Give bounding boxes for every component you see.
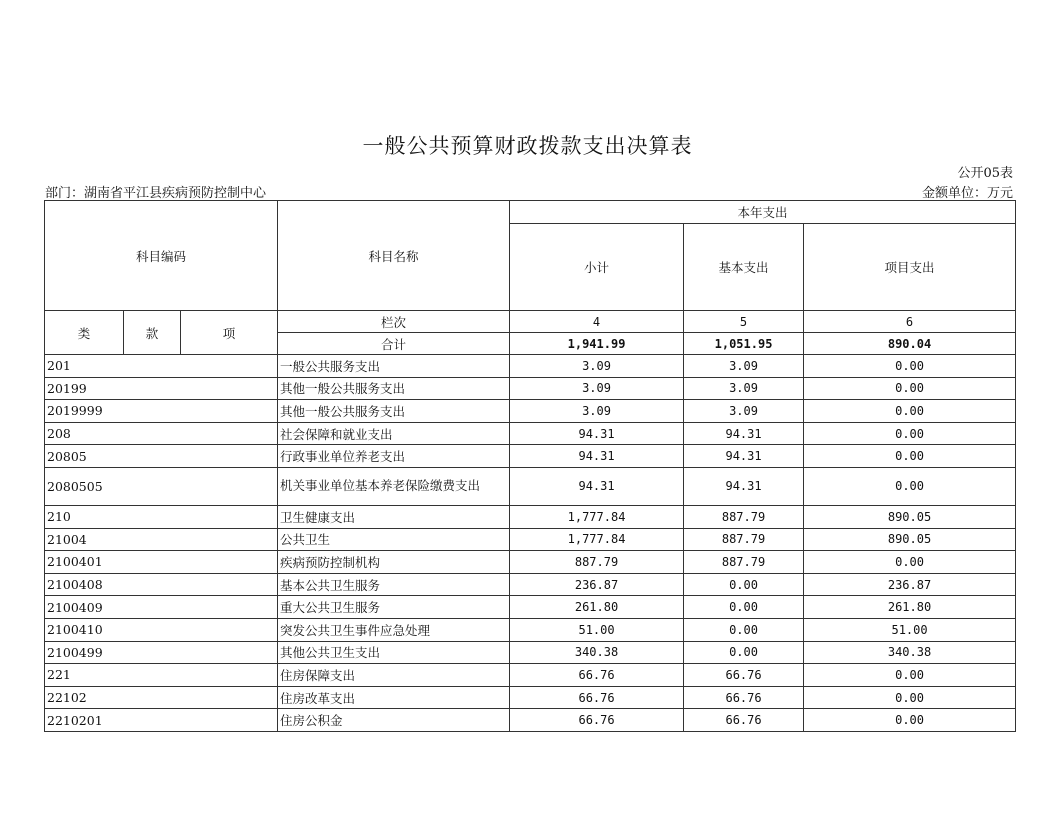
table-row (45, 596, 1016, 619)
row-project: 0.00 (804, 664, 1016, 687)
row-code: 210 (45, 505, 278, 528)
row-project: 0.00 (804, 400, 1016, 423)
row-code: 2210201 (45, 709, 278, 732)
table-row (45, 377, 1016, 400)
row-basic: 3.09 (684, 400, 804, 423)
row-project: 51.00 (804, 618, 1016, 641)
row-name: 住房改革支出 (278, 686, 510, 709)
header-current-year: 本年支出 (510, 201, 1016, 224)
row-subtotal: 66.76 (510, 686, 684, 709)
table-row (45, 573, 1016, 596)
header-col6: 6 (804, 311, 1016, 333)
row-basic: 66.76 (684, 686, 804, 709)
row-code: 22102 (45, 686, 278, 709)
row-basic: 66.76 (684, 709, 804, 732)
department-label: 部门：湖南省平江县疾病预防控制中心 (45, 186, 267, 201)
header-class: 类 (45, 311, 124, 355)
row-code: 2019999 (45, 400, 278, 423)
total-subtotal: 1,941.99 (510, 333, 684, 355)
row-subtotal: 51.00 (510, 618, 684, 641)
table-row (45, 400, 1016, 423)
row-name: 公共卫生 (278, 528, 510, 551)
row-project: 0.00 (804, 355, 1016, 378)
row-subtotal: 261.80 (510, 596, 684, 619)
row-subtotal: 1,777.84 (510, 505, 684, 528)
row-basic: 94.31 (684, 445, 804, 468)
row-project: 890.05 (804, 505, 1016, 528)
row-subtotal: 340.38 (510, 641, 684, 664)
row-basic: 0.00 (684, 596, 804, 619)
row-subtotal: 66.76 (510, 709, 684, 732)
table-row (45, 551, 1016, 574)
row-project: 0.00 (804, 686, 1016, 709)
row-basic: 0.00 (684, 573, 804, 596)
row-basic: 66.76 (684, 664, 804, 687)
header-col4: 4 (510, 311, 684, 333)
row-project: 0.00 (804, 467, 1016, 505)
row-basic: 94.31 (684, 422, 804, 445)
row-name: 其他公共卫生支出 (278, 641, 510, 664)
row-project: 236.87 (804, 573, 1016, 596)
table-row (45, 664, 1016, 687)
row-project: 340.38 (804, 641, 1016, 664)
table-row (45, 355, 1016, 378)
row-project: 0.00 (804, 377, 1016, 400)
table-row (45, 618, 1016, 641)
row-project: 0.00 (804, 551, 1016, 574)
row-code: 2080505 (45, 467, 278, 505)
row-subtotal: 3.09 (510, 377, 684, 400)
row-basic: 0.00 (684, 641, 804, 664)
row-basic: 0.00 (684, 618, 804, 641)
row-code: 201 (45, 355, 278, 378)
row-subtotal: 887.79 (510, 551, 684, 574)
row-code: 20199 (45, 377, 278, 400)
row-code: 20805 (45, 445, 278, 468)
table-row (45, 709, 1016, 732)
table-row (45, 422, 1016, 445)
row-project: 0.00 (804, 422, 1016, 445)
header-subject-name: 科目名称 (278, 201, 510, 311)
row-project: 261.80 (804, 596, 1016, 619)
row-basic: 3.09 (684, 355, 804, 378)
unit-label: 金额单位：万元 (921, 186, 1013, 201)
row-subtotal: 94.31 (510, 467, 684, 505)
header-col5: 5 (684, 311, 804, 333)
table-row (45, 505, 1016, 528)
header-subtotal: 小计 (510, 224, 684, 311)
row-basic: 3.09 (684, 377, 804, 400)
row-code: 221 (45, 664, 278, 687)
row-name: 住房保障支出 (278, 664, 510, 687)
row-project: 0.00 (804, 709, 1016, 732)
table-row (45, 445, 1016, 468)
row-subtotal: 236.87 (510, 573, 684, 596)
row-name: 一般公共服务支出 (278, 355, 510, 378)
expenditure-table (44, 200, 1016, 732)
row-name: 住房公积金 (278, 709, 510, 732)
row-name: 其他一般公共服务支出 (278, 377, 510, 400)
row-code: 21004 (45, 528, 278, 551)
header-column-no: 栏次 (278, 311, 510, 333)
row-subtotal: 94.31 (510, 445, 684, 468)
report-title: 一般公共预算财政拨款支出决算表 (362, 134, 693, 158)
row-basic: 887.79 (684, 528, 804, 551)
row-subtotal: 1,777.84 (510, 528, 684, 551)
row-name: 其他一般公共服务支出 (278, 400, 510, 423)
row-subtotal: 3.09 (510, 400, 684, 423)
row-code: 2100410 (45, 618, 278, 641)
table-row (45, 528, 1016, 551)
row-code: 2100408 (45, 573, 278, 596)
total-project: 890.04 (804, 333, 1016, 355)
row-name: 卫生健康支出 (278, 505, 510, 528)
row-basic: 887.79 (684, 551, 804, 574)
row-code: 2100409 (45, 596, 278, 619)
row-subtotal: 66.76 (510, 664, 684, 687)
table-row (45, 467, 1016, 505)
row-basic: 94.31 (684, 467, 804, 505)
row-name: 行政事业单位养老支出 (278, 445, 510, 468)
table-row (45, 686, 1016, 709)
total-basic: 1,051.95 (684, 333, 804, 355)
header-item: 项 (181, 311, 278, 355)
row-project: 890.05 (804, 528, 1016, 551)
row-name: 疾病预防控制机构 (278, 551, 510, 574)
row-basic: 887.79 (684, 505, 804, 528)
total-label: 合计 (278, 333, 510, 355)
row-code: 2100499 (45, 641, 278, 664)
row-name: 基本公共卫生服务 (278, 573, 510, 596)
header-project: 项目支出 (804, 224, 1016, 311)
header-subject-code: 科目编码 (45, 201, 278, 311)
row-name: 重大公共卫生服务 (278, 596, 510, 619)
row-name: 社会保障和就业支出 (278, 422, 510, 445)
row-project: 0.00 (804, 445, 1016, 468)
table-row (45, 641, 1016, 664)
row-subtotal: 3.09 (510, 355, 684, 378)
header-basic: 基本支出 (684, 224, 804, 311)
row-code: 208 (45, 422, 278, 445)
row-subtotal: 94.31 (510, 422, 684, 445)
row-code: 2100401 (45, 551, 278, 574)
header-section: 款 (124, 311, 181, 355)
form-code: 公开05表 (957, 166, 1013, 181)
row-name: 突发公共卫生事件应急处理 (278, 618, 510, 641)
row-name: 机关事业单位基本养老保险缴费支出 (278, 467, 510, 505)
